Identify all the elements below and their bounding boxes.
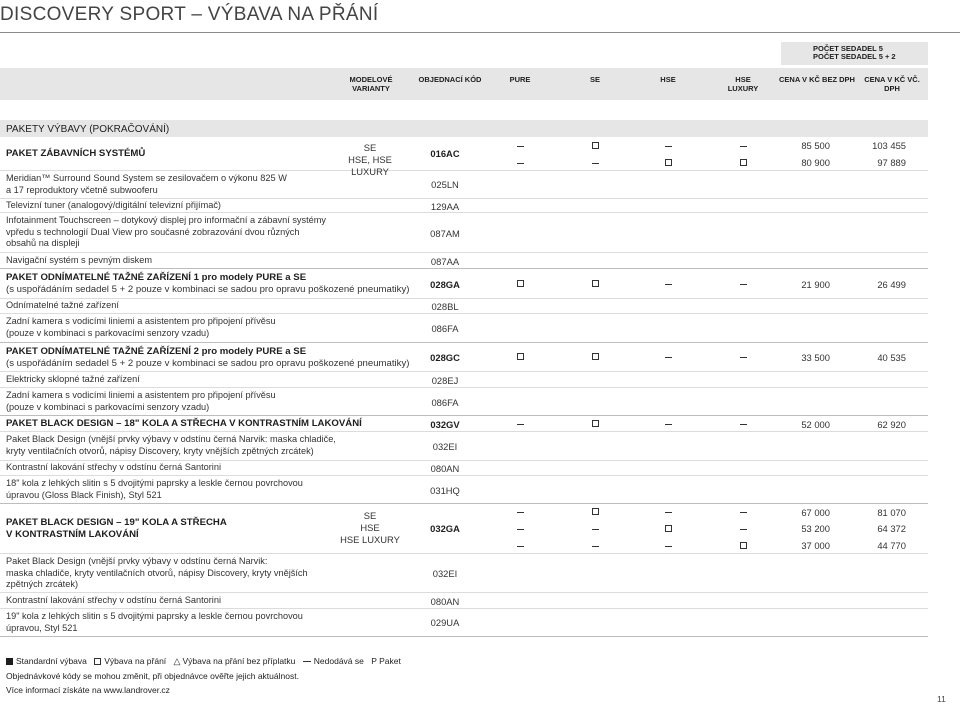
price-excl-vat: 52 000 — [801, 419, 830, 430]
package-item: Infotainment Touchscreen – dotykový displej pro informační a zábavní systémy vpředu s technologií Dual View pro současné zobrazování dvou různých obsahů na displeji — [6, 215, 327, 248]
row-divider — [0, 592, 928, 593]
row-divider — [0, 252, 928, 253]
not-available-mark — [658, 419, 678, 429]
order-code: 032EI — [432, 568, 458, 579]
row-divider — [0, 268, 928, 269]
order-code: 080AN — [430, 463, 460, 474]
row-divider — [0, 313, 928, 314]
not-available-mark — [510, 507, 530, 517]
optional-mark — [585, 352, 605, 362]
not-available-mark — [733, 141, 753, 151]
page-title: DISCOVERY SPORT – VÝBAVA NA PŘÁNÍ — [0, 4, 379, 25]
price-incl-vat: 97 889 — [877, 157, 906, 168]
not-available-mark — [733, 352, 753, 362]
not-available-mark — [585, 158, 605, 168]
row-divider — [0, 371, 928, 372]
price-incl-vat: 103 455 — [872, 140, 906, 151]
empty-square-icon — [94, 658, 101, 665]
not-available-mark — [658, 141, 678, 151]
price-excl-vat: 33 500 — [801, 352, 830, 363]
row-divider — [0, 431, 928, 432]
triangle-icon: △ — [173, 656, 181, 666]
seat-count-box — [781, 42, 928, 65]
package-item: 18" kola z lehkých slitin s 5 dvojitými paprsky a leskle černou povrchovou úpravou (Gloss Black Finish), Styl 521 — [6, 478, 303, 500]
package-item: Elektricky sklopné tažné zařízení — [6, 374, 140, 384]
model-variants: SE HSE, HSE LUXURY — [348, 142, 392, 177]
optional-mark — [658, 158, 678, 168]
order-code: 028EJ — [431, 375, 459, 386]
optional-mark — [510, 279, 530, 289]
section-title: PAKETY VÝBAVY (POKRAČOVÁNÍ) — [6, 124, 170, 135]
price-excl-vat: 80 900 — [801, 157, 830, 168]
order-code: 028BL — [431, 301, 459, 312]
legend-optional: Výbava na přání — [94, 656, 166, 666]
not-available-mark — [658, 352, 678, 362]
order-code: 032EI — [432, 441, 458, 452]
row-divider — [0, 608, 928, 609]
order-code: 029UA — [430, 617, 460, 628]
package-item: Odnímatelné tažné zařízení — [6, 300, 119, 310]
price-excl-vat: 21 900 — [801, 279, 830, 290]
col-price-excl-vat: CENA V KČ BEZ DPH — [779, 75, 855, 84]
row-divider — [0, 170, 928, 171]
optional-mark — [585, 419, 605, 429]
package-item: 19" kola z lehkých slitin s 5 dvojitými paprsky a leskle černou povrchovou úpravou, Styl 521 — [6, 611, 303, 633]
col-se: SE — [589, 75, 600, 84]
package-black-design-18-title: PAKET BLACK DESIGN – 18" KOLA A STŘECHA V KONTRASTNÍM LAKOVÁNÍ — [6, 418, 362, 429]
price-incl-vat: 44 770 — [877, 540, 906, 551]
not-available-mark — [733, 507, 753, 517]
row-divider — [0, 198, 928, 199]
optional-mark — [585, 279, 605, 289]
note-order-codes: Objednávkové kódy se mohou změnit, při objednávce ověřte jejich aktuálnost. — [6, 671, 299, 681]
legend-optional-no-charge: △ Výbava na přání bez příplatku — [173, 656, 296, 666]
package-item: Kontrastní lakování střechy v odstínu černá Santorini — [6, 462, 222, 472]
optional-mark — [585, 507, 605, 517]
package-item: Paket Black Design (vnější prvky výbavy v odstínu černá Narvik: maska chladiče, kryty ventilačních otvorů, nápisy Discovery, kryty vnějších zpětných zrcátek) — [6, 556, 308, 589]
row-divider — [0, 475, 928, 476]
not-available-mark — [510, 541, 530, 551]
price-excl-vat: 37 000 — [801, 540, 830, 551]
col-pure: PURE — [509, 75, 531, 84]
seat-count-5-2: POČET SEDADEL 5 + 2 — [813, 52, 896, 61]
order-code: 087AM — [430, 228, 460, 239]
price-excl-vat: 85 500 — [801, 140, 830, 151]
col-model-variants: MODELOVÉ VARIANTY — [349, 75, 393, 93]
package-item: Zadní kamera s vodicími liniemi a asistentem pro připojení přívěsu (pouze v kombinaci s parkovacími senzory vzadu) — [6, 390, 276, 412]
col-hse: HSE — [660, 75, 676, 84]
order-code: 025LN — [431, 179, 459, 190]
order-code: 129AA — [430, 201, 460, 212]
model-variants: SE HSE HSE LUXURY — [340, 510, 400, 545]
col-order-code: OBJEDNACÍ KÓD — [418, 75, 482, 84]
not-available-mark — [658, 279, 678, 289]
row-divider — [0, 460, 928, 461]
legend-not-available: Nedodává se — [303, 656, 364, 666]
order-code: 016AC — [430, 148, 460, 159]
package-black-design-19-title: PAKET BLACK DESIGN – 19" KOLA A STŘECHA V KONTRASTNÍM LAKOVÁNÍ — [6, 517, 227, 540]
not-available-mark — [658, 507, 678, 517]
row-divider — [0, 212, 928, 213]
row-divider — [0, 553, 928, 554]
order-code: 086FA — [431, 323, 459, 334]
row-divider — [0, 387, 928, 388]
optional-mark — [733, 541, 753, 551]
optional-mark — [510, 352, 530, 362]
package-item: Kontrastní lakování střechy v odstínu černá Santorini — [6, 595, 222, 605]
row-divider — [0, 503, 928, 504]
package-item: Meridian™ Surround Sound System se zesilovačem o výkonu 825 W a 17 reproduktory včetně subwooferu — [6, 173, 287, 195]
column-header-band — [0, 68, 928, 100]
not-available-mark — [658, 541, 678, 551]
not-available-mark — [733, 524, 753, 534]
price-incl-vat: 40 535 — [877, 352, 906, 363]
row-divider — [0, 342, 928, 343]
seat-count-5: POČET SEDADEL 5 — [813, 44, 883, 53]
not-available-mark — [510, 141, 530, 151]
order-code: 028GA — [430, 279, 460, 290]
price-excl-vat: 67 000 — [801, 507, 830, 518]
legend — [6, 656, 406, 667]
package-towbar-1-title: PAKET ODNÍMATELNÉ TAŽNÉ ZAŘÍZENÍ 1 pro modely PURE a SE (s uspořádáním sedadel 5 + 2 pouze v kombinaci se sadou pro opravu poškozené pneumatiky) — [6, 272, 410, 295]
order-code: 080AN — [430, 596, 460, 607]
price-incl-vat: 64 372 — [877, 523, 906, 534]
package-item: Zadní kamera s vodicími liniemi a asistentem pro připojení přívěsu (pouze v kombinaci s parkovacími senzory vzadu) — [6, 316, 276, 338]
col-price-incl-vat: CENA V KČ VČ. DPH — [864, 75, 920, 93]
package-item: Navigační systém s pevným diskem — [6, 255, 153, 265]
dash-icon — [303, 661, 311, 662]
filled-square-icon — [6, 658, 13, 665]
package-item: Televizní tuner (analogový/digitální televizní přijímač) — [6, 200, 221, 210]
optional-mark — [733, 158, 753, 168]
not-available-mark — [733, 279, 753, 289]
not-available-mark — [510, 158, 530, 168]
legend-package: P Paket — [371, 656, 401, 666]
not-available-mark — [585, 524, 605, 534]
order-code: 087AA — [430, 256, 460, 267]
package-entertainment-title: PAKET ZÁBAVNÍCH SYSTÉMŮ — [6, 148, 146, 159]
title-divider — [0, 32, 960, 33]
not-available-mark — [510, 524, 530, 534]
note-more-info: Více informací získáte na www.landrover.cz — [6, 685, 170, 695]
not-available-mark — [510, 419, 530, 429]
row-divider — [0, 298, 928, 299]
price-incl-vat: 26 499 — [877, 279, 906, 290]
not-available-mark — [585, 541, 605, 551]
legend-standard: Standardní výbava — [6, 656, 87, 666]
order-code: 032GA — [430, 523, 460, 534]
order-code: 086FA — [431, 397, 459, 408]
price-incl-vat: 81 070 — [877, 507, 906, 518]
price-incl-vat: 62 920 — [877, 419, 906, 430]
optional-mark — [658, 524, 678, 534]
row-divider — [0, 415, 928, 416]
package-item: Paket Black Design (vnější prvky výbavy v odstínu černá Narvik: maska chladiče, kryty ventilačních otvorů, nápisy Discovery, kryty vnějších zpětných zrcátek) — [6, 434, 336, 456]
table-bottom-line — [0, 636, 928, 637]
price-excl-vat: 53 200 — [801, 523, 830, 534]
package-towbar-2-title: PAKET ODNÍMATELNÉ TAŽNÉ ZAŘÍZENÍ 2 pro modely PURE a SE (s uspořádáním sedadel 5 + 2 pouze v kombinaci se sadou pro opravu poškozené pneumatiky) — [6, 346, 410, 369]
optional-mark — [585, 141, 605, 151]
page-number: 11 — [937, 694, 946, 704]
order-code: 031HQ — [430, 485, 460, 496]
col-hse-luxury: HSE LUXURY — [727, 75, 759, 93]
not-available-mark — [733, 419, 753, 429]
order-code: 032GV — [430, 419, 460, 430]
order-code: 028GC — [430, 352, 460, 363]
